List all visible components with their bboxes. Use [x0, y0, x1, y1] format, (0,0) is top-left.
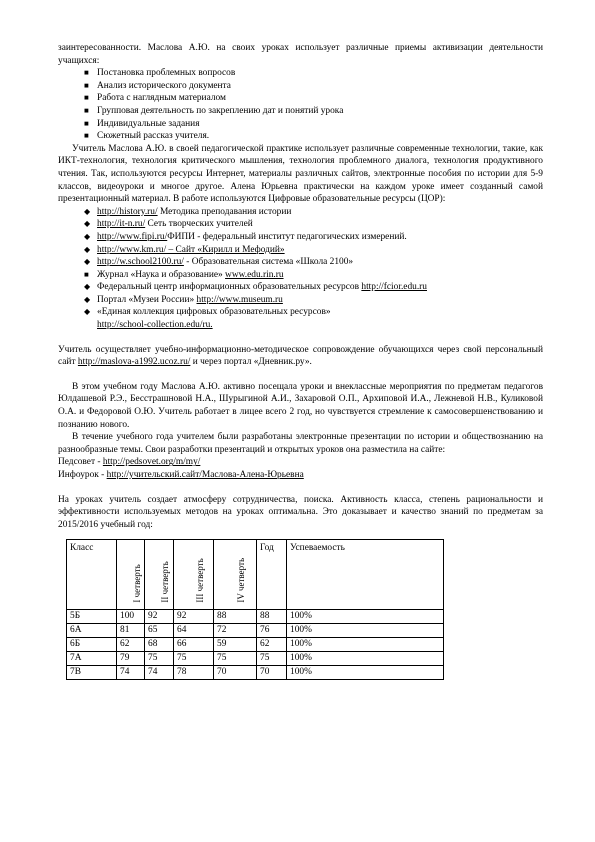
- resource-item: ◆ http://history.ru/ Методика преподавания истории: [84, 206, 292, 217]
- resource-item: [84, 244, 543, 257]
- site-line-pedsovet: Педсовет - http://pedsovet.org/m/my/: [58, 457, 201, 468]
- document-page: [58, 42, 543, 680]
- resource-link[interactable]: http://www.museum.ru: [196, 294, 283, 305]
- resource-item: ◆ http://w.school2100.ru/ - Образовательная система «Школа 2100»: [84, 257, 354, 268]
- method-item: ■ Постановка проблемных вопросов: [84, 68, 236, 79]
- bullet-icon: ◆: [84, 206, 91, 216]
- resource-link[interactable]: http://w.school2100.ru/: [97, 257, 184, 268]
- bullet-icon: ◆: [84, 231, 91, 241]
- grades-table: [66, 539, 444, 680]
- table-row: 5Б 100 92 92 88 88 100%: [67, 610, 444, 624]
- site-line-infourok: Инфоурок - http://учительский.сайт/Маслова-Алена-Юрьевна: [58, 470, 304, 480]
- table-row: 7В 74 74 78 70 70 100%: [67, 666, 444, 680]
- bullet-icon: ■: [84, 93, 89, 103]
- resource-item: ■ Журнал «Наука и образование» www.edu.rin.ru: [84, 269, 284, 280]
- pedsovet-link[interactable]: http://pedsovet.org/m/my/: [102, 457, 201, 468]
- method-item: ■ Групповая деятельность по закреплению дат и понятий урока: [84, 105, 344, 116]
- bullet-icon: ◆: [84, 257, 91, 267]
- header-q1: I четверть: [117, 540, 145, 610]
- presentations-paragraph: В течение учебного года учителем были разработаны электронные презентации по истории и обществознанию на разнообразные темы. Свои разработки презентаций и открытых уроков она разместила на сайте:: [58, 432, 543, 455]
- method-item: ■ Анализ исторического документа: [84, 80, 231, 91]
- resource-item: ◆ «Единая коллекция цифровых образовательных ресурсов» http://school-collection.edu/ru.: [84, 306, 543, 331]
- bullet-icon: ◆: [84, 294, 91, 304]
- resource-item: ◆ http://it-n.ru/ Сеть творческих учителей: [84, 219, 253, 230]
- intro-paragraph: заинтересованности. Маслова А.Ю. на своих уроках использует различные приемы активизации деятельности учащихся:: [58, 43, 543, 66]
- bullet-icon: ◆: [84, 282, 91, 292]
- method-item: ■ Индивидуальные задания: [84, 118, 200, 129]
- bullet-icon: ◆: [84, 219, 91, 229]
- method-item: ■ Сюжетный рассказ учителя.: [84, 131, 210, 142]
- resource-link[interactable]: http://www.km.ru/ – Сайт «Кирилл и Мефодий»: [97, 244, 285, 255]
- table-row: 7А 79 75 75 75 75 100%: [67, 652, 444, 666]
- method-item: ■ Работа с наглядным материалом: [84, 93, 226, 104]
- table-row: 6Б 62 68 66 59 62 100%: [67, 638, 444, 652]
- bullet-icon: ■: [84, 131, 89, 141]
- resource-item: ◆ Портал «Музеи России» http://www.museum.ru: [84, 294, 283, 305]
- bullet-icon: ■: [84, 269, 89, 279]
- atmosphere-paragraph: На уроках учитель создает атмосферу сотрудничества, поиска. Активность класса, степень рациональности и эффективности используемых методов на уроках оптимальна. Это доказывает и качество знаний по предметам за 2015/2016 учебный год:: [58, 494, 543, 530]
- header-q4: IV четверть: [214, 540, 257, 610]
- resource-link[interactable]: http://it-n.ru/: [97, 219, 146, 230]
- technologies-paragraph: Учитель Маслова А.Ю. в своей педагогической практике использует различные современные технологии, такие, как ИКТ-технология, технология критического мышления, технология проблемного диалога, технология продуктивного чтения. Так, используются ресурсы Интернет, материалы различных сайтов, электронные пособия по истории для 5-9 классов, видеоуроки и многое другое. Алена Юрьевна практически на каждом уроке имеет созданный самой презентационный материал. В работе используются Цифровые образовательные ресурсы (ЦОР):: [58, 143, 543, 205]
- resource-item: ◆ Федеральный центр информационных образовательных ресурсов http://fcior.edu.ru: [84, 282, 427, 293]
- bullet-icon: ■: [84, 80, 89, 90]
- resource-link[interactable]: http://fcior.edu.ru: [361, 282, 427, 293]
- bullet-icon: ◆: [84, 307, 91, 317]
- resource-link[interactable]: http://school-collection.edu/ru.: [97, 320, 213, 331]
- resource-link[interactable]: http://www.fipi.ru/: [97, 231, 168, 242]
- table-row: 6А 81 65 64 72 76 100%: [67, 624, 444, 638]
- table-header-row: [67, 540, 444, 610]
- methods-list: [58, 67, 543, 143]
- header-q2: II четверть: [145, 540, 174, 610]
- support-paragraph: Учитель осуществляет учебно-информационно-методическое сопровождение обучающихся через свой персональный сайт http://maslova-a1992.ucoz.ru/ и через портал «Дневник.ру».: [58, 344, 543, 368]
- header-q3: III четверть: [174, 540, 214, 610]
- resource-link[interactable]: www.edu.rin.ru: [225, 269, 284, 280]
- resources-list: [58, 206, 543, 332]
- header-progress: Успеваемость: [287, 540, 444, 610]
- bullet-icon: ■: [84, 118, 89, 128]
- year-paragraph: В этом учебном году Маслова А.Ю. активно посещала уроки и внеклассные мероприятия по предметам педагогов Юлдашевой Р.Э., Бесстрашновой Н.А., Шурыгиной А.И., Захаровой О.П., Архиповой И.А., Лежневой Н.В., Куликовой О.А. и Федоровой О.Ю. Учитель работает в лицее всего 2 год, но чувствуется стремление к самосовершенствованию и познанию нового.: [58, 381, 543, 430]
- infourok-link[interactable]: http://учительский.сайт/Маслова-Алена-Юрьевна: [106, 470, 304, 480]
- header-class: Класс: [67, 540, 117, 610]
- personal-site-link[interactable]: http://maslova-a1992.ucoz.ru/: [77, 357, 191, 368]
- header-year: Год: [257, 540, 287, 610]
- bullet-icon: ■: [84, 68, 89, 78]
- resource-link[interactable]: http://history.ru/: [97, 206, 158, 217]
- resource-item: ◆ http://www.fipi.ru/ФИПИ - федеральный институт педагогических измерений.: [84, 231, 407, 242]
- bullet-icon: ■: [84, 105, 89, 115]
- bullet-icon: ◆: [84, 244, 91, 254]
